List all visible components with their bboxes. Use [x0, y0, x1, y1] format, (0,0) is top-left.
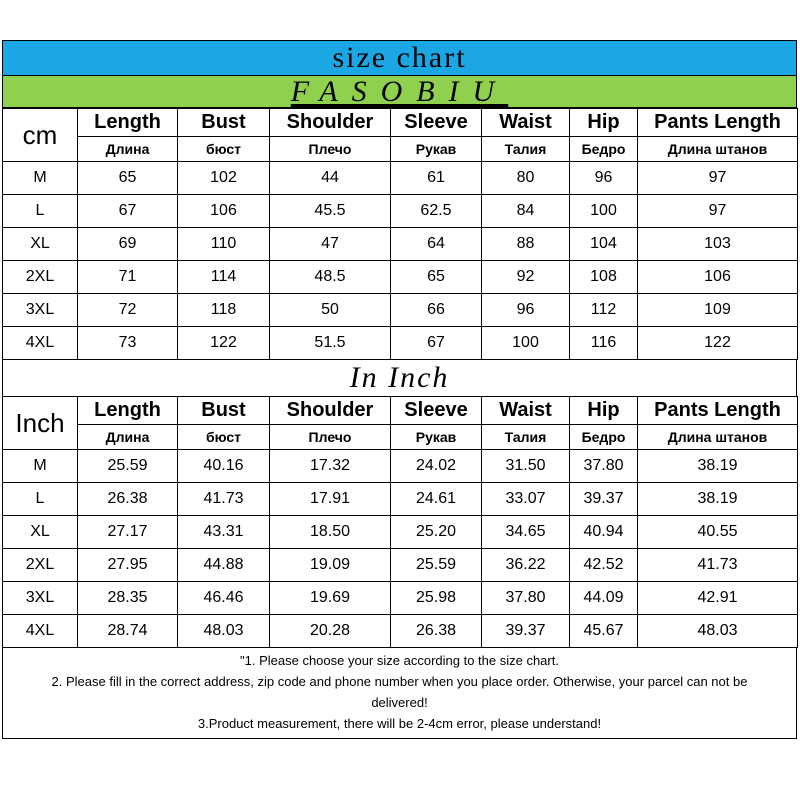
table-row — [3, 327, 798, 360]
measurement-cell: 42.52 — [570, 549, 638, 582]
column-header: Length — [78, 109, 178, 137]
measurement-cell: 17.32 — [270, 450, 391, 483]
measurement-cell: 40.55 — [638, 516, 798, 549]
header-row — [3, 109, 798, 137]
measurement-cell: 40.16 — [178, 450, 270, 483]
measurement-cell: 27.95 — [78, 549, 178, 582]
measurement-cell: 24.02 — [391, 450, 482, 483]
column-header-russian: Длина — [78, 425, 178, 450]
table-row — [3, 228, 798, 261]
table-row — [3, 483, 798, 516]
measurement-cell: 46.46 — [178, 582, 270, 615]
measurement-cell: 48.5 — [270, 261, 391, 294]
table-row — [3, 261, 798, 294]
measurement-cell: 72 — [78, 294, 178, 327]
measurement-cell: 36.22 — [482, 549, 570, 582]
table-row — [3, 195, 798, 228]
measurement-cell: 45.5 — [270, 195, 391, 228]
measurement-cell: 38.19 — [638, 483, 798, 516]
measurement-cell: 45.67 — [570, 615, 638, 648]
note-3: 3.Product measurement, there will be 2-4cm error, please understand! — [197, 716, 602, 731]
measurement-cell: 64 — [391, 228, 482, 261]
measurement-cell: 48.03 — [638, 615, 798, 648]
column-header: Pants Length — [638, 109, 798, 137]
size-cell: 4XL — [3, 615, 78, 648]
measurement-cell: 109 — [638, 294, 798, 327]
measurement-cell: 18.50 — [270, 516, 391, 549]
measurement-cell: 38.19 — [638, 450, 798, 483]
measurement-cell: 61 — [391, 162, 482, 195]
measurement-cell: 96 — [482, 294, 570, 327]
column-header-russian: Длина штанов — [638, 137, 798, 162]
measurement-cell: 25.59 — [78, 450, 178, 483]
inch-title-text: In Inch — [349, 361, 450, 394]
measurement-cell: 37.80 — [570, 450, 638, 483]
size-cell: XL — [3, 228, 78, 261]
measurement-cell: 19.69 — [270, 582, 391, 615]
measurement-cell: 116 — [570, 327, 638, 360]
chart-title-banner — [2, 40, 797, 76]
measurement-cell: 17.91 — [270, 483, 391, 516]
size-chart — [2, 40, 797, 739]
table-row — [3, 549, 798, 582]
measurement-cell: 28.35 — [78, 582, 178, 615]
size-cell: L — [3, 195, 78, 228]
column-header-russian: Длина — [78, 137, 178, 162]
measurement-cell: 96 — [570, 162, 638, 195]
measurement-cell: 112 — [570, 294, 638, 327]
column-header-russian: Плечо — [270, 137, 391, 162]
measurement-cell: 65 — [78, 162, 178, 195]
measurement-cell: 24.61 — [391, 483, 482, 516]
measurement-cell: 102 — [178, 162, 270, 195]
column-header: Hip — [570, 397, 638, 425]
cm-size-table — [2, 108, 798, 360]
measurement-cell: 44.09 — [570, 582, 638, 615]
size-cell: 3XL — [3, 294, 78, 327]
column-header-russian: Бедро — [570, 137, 638, 162]
size-cell: M — [3, 450, 78, 483]
measurement-cell: 40.94 — [570, 516, 638, 549]
inch-section-title — [2, 360, 797, 396]
measurement-cell: 33.07 — [482, 483, 570, 516]
notes-box — [2, 648, 797, 739]
measurement-cell: 25.98 — [391, 582, 482, 615]
column-header-russian: Рукав — [391, 425, 482, 450]
measurement-cell: 26.38 — [78, 483, 178, 516]
measurement-cell: 62.5 — [391, 195, 482, 228]
measurement-cell: 114 — [178, 261, 270, 294]
column-header: Bust — [178, 109, 270, 137]
chart-title: size chart — [332, 41, 467, 74]
unit-label: Inch — [3, 397, 78, 450]
measurement-cell: 110 — [178, 228, 270, 261]
measurement-cell: 100 — [482, 327, 570, 360]
header-row-russian — [3, 137, 798, 162]
brand-banner — [2, 76, 797, 108]
table-row — [3, 162, 798, 195]
size-cell: 2XL — [3, 549, 78, 582]
header-row — [3, 397, 798, 425]
measurement-cell: 106 — [178, 195, 270, 228]
header-row-russian — [3, 425, 798, 450]
measurement-cell: 73 — [78, 327, 178, 360]
measurement-cell: 44.88 — [178, 549, 270, 582]
measurement-cell: 67 — [391, 327, 482, 360]
measurement-cell: 104 — [570, 228, 638, 261]
column-header: Pants Length — [638, 397, 798, 425]
measurement-cell: 103 — [638, 228, 798, 261]
measurement-cell: 26.38 — [391, 615, 482, 648]
measurement-cell: 41.73 — [638, 549, 798, 582]
measurement-cell: 97 — [638, 195, 798, 228]
measurement-cell: 118 — [178, 294, 270, 327]
unit-label: cm — [3, 109, 78, 162]
measurement-cell: 20.28 — [270, 615, 391, 648]
measurement-cell: 41.73 — [178, 483, 270, 516]
measurement-cell: 34.65 — [482, 516, 570, 549]
measurement-cell: 39.37 — [570, 483, 638, 516]
measurement-cell: 50 — [270, 294, 391, 327]
column-header: Waist — [482, 109, 570, 137]
measurement-cell: 39.37 — [482, 615, 570, 648]
measurement-cell: 80 — [482, 162, 570, 195]
measurement-cell: 122 — [178, 327, 270, 360]
column-header-russian: Длина штанов — [638, 425, 798, 450]
measurement-cell: 51.5 — [270, 327, 391, 360]
column-header: Waist — [482, 397, 570, 425]
column-header: Bust — [178, 397, 270, 425]
measurement-cell: 44 — [270, 162, 391, 195]
measurement-cell: 19.09 — [270, 549, 391, 582]
column-header-russian: бюст — [178, 137, 270, 162]
measurement-cell: 25.20 — [391, 516, 482, 549]
measurement-cell: 28.74 — [78, 615, 178, 648]
size-cell: L — [3, 483, 78, 516]
measurement-cell: 88 — [482, 228, 570, 261]
column-header-russian: Рукав — [391, 137, 482, 162]
measurement-cell: 25.59 — [391, 549, 482, 582]
brand-name: FASOBIU — [290, 74, 509, 108]
measurement-cell: 84 — [482, 195, 570, 228]
size-cell: 4XL — [3, 327, 78, 360]
size-cell: M — [3, 162, 78, 195]
measurement-cell: 43.31 — [178, 516, 270, 549]
measurement-cell: 106 — [638, 261, 798, 294]
column-header-russian: бюст — [178, 425, 270, 450]
column-header-russian: Бедро — [570, 425, 638, 450]
measurement-cell: 42.91 — [638, 582, 798, 615]
size-cell: 3XL — [3, 582, 78, 615]
measurement-cell: 108 — [570, 261, 638, 294]
table-row — [3, 294, 798, 327]
column-header: Sleeve — [391, 109, 482, 137]
column-header-russian: Талия — [482, 137, 570, 162]
table-row — [3, 516, 798, 549]
measurement-cell: 71 — [78, 261, 178, 294]
column-header: Shoulder — [270, 397, 391, 425]
size-cell: XL — [3, 516, 78, 549]
measurement-cell: 92 — [482, 261, 570, 294]
measurement-cell: 97 — [638, 162, 798, 195]
size-cell: 2XL — [3, 261, 78, 294]
measurement-cell: 66 — [391, 294, 482, 327]
measurement-cell: 100 — [570, 195, 638, 228]
column-header-russian: Плечо — [270, 425, 391, 450]
measurement-cell: 47 — [270, 228, 391, 261]
measurement-cell: 31.50 — [482, 450, 570, 483]
measurement-cell: 27.17 — [78, 516, 178, 549]
column-header: Shoulder — [270, 109, 391, 137]
measurement-cell: 122 — [638, 327, 798, 360]
column-header: Hip — [570, 109, 638, 137]
measurement-cell: 37.80 — [482, 582, 570, 615]
note-1: "1. Please choose your size according to the size chart. — [240, 653, 559, 668]
measurement-cell: 65 — [391, 261, 482, 294]
measurement-cell: 67 — [78, 195, 178, 228]
column-header: Length — [78, 397, 178, 425]
note-2: 2. Please fill in the correct address, zip code and phone number when you place order. Otherwise, your parcel can not be delivered! — [51, 674, 748, 710]
inch-size-table — [2, 396, 798, 648]
column-header: Sleeve — [391, 397, 482, 425]
column-header-russian: Талия — [482, 425, 570, 450]
table-row — [3, 450, 798, 483]
measurement-cell: 48.03 — [178, 615, 270, 648]
table-row — [3, 582, 798, 615]
table-row — [3, 615, 798, 648]
measurement-cell: 69 — [78, 228, 178, 261]
